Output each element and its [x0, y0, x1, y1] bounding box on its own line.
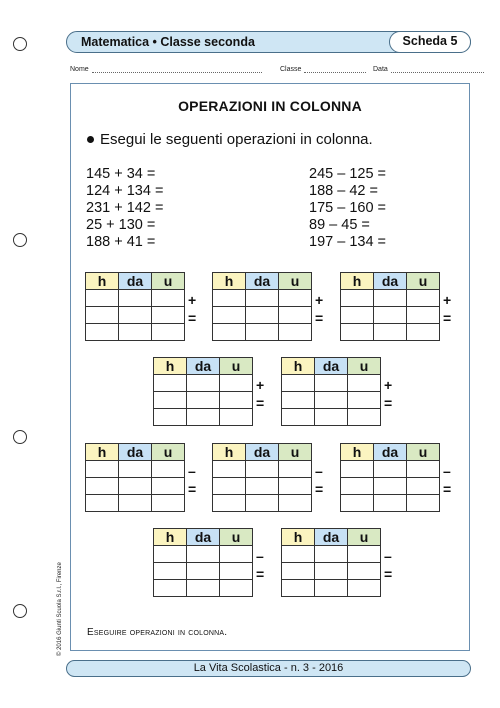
grid-cell[interactable] — [279, 495, 312, 512]
grid-cell[interactable] — [315, 409, 348, 426]
grid-cell[interactable] — [374, 324, 407, 341]
grid-cell[interactable] — [348, 409, 381, 426]
grid-cell[interactable] — [119, 290, 152, 307]
header-bar — [66, 31, 471, 53]
plus-sign: + — [256, 377, 265, 393]
additions-list — [86, 166, 163, 251]
grid-cell[interactable] — [246, 495, 279, 512]
grid-header-h: h — [154, 529, 187, 546]
grid-header-h: h — [86, 444, 119, 461]
grid-cell[interactable] — [246, 307, 279, 324]
grid-cell[interactable] — [282, 392, 315, 409]
punch-hole — [13, 430, 27, 444]
grid-cell[interactable] — [279, 290, 312, 307]
equals-sign: = — [188, 310, 197, 326]
grid-cell[interactable] — [348, 375, 381, 392]
grid-cell[interactable] — [279, 307, 312, 324]
operation-item: 145 + 34 = — [86, 166, 156, 182]
grid-cell[interactable] — [220, 580, 253, 597]
grid-cell[interactable] — [341, 324, 374, 341]
name-label: Nome — [70, 66, 89, 73]
grid-header-u: u — [279, 273, 312, 290]
grid-header-h: h — [154, 358, 187, 375]
equals-sign: = — [315, 310, 324, 326]
operation-item: 25 + 130 = — [86, 217, 156, 233]
grid-header-h: h — [282, 529, 315, 546]
equals-sign: = — [384, 566, 393, 582]
grid-cell[interactable] — [154, 409, 187, 426]
grid-cell[interactable] — [152, 461, 185, 478]
grid-header-da: da — [246, 273, 279, 290]
grid-cell[interactable] — [119, 495, 152, 512]
grid-header-da: da — [315, 358, 348, 375]
operation-item: 175 – 160 = — [309, 200, 387, 216]
grid-cell[interactable] — [348, 563, 381, 580]
grid-header-h: h — [341, 273, 374, 290]
grid-cell[interactable] — [348, 580, 381, 597]
grid-cell[interactable] — [119, 307, 152, 324]
grid-cell[interactable] — [213, 478, 246, 495]
grid-cell[interactable] — [374, 461, 407, 478]
grid-cell[interactable] — [119, 478, 152, 495]
grid-header-da: da — [187, 529, 220, 546]
grid-cell[interactable] — [220, 409, 253, 426]
magazine-footer: La Vita Scolastica - n. 3 - 2016 — [66, 660, 471, 677]
grid-header-u: u — [220, 529, 253, 546]
grid-cell[interactable] — [154, 375, 187, 392]
grid-cell[interactable] — [282, 409, 315, 426]
subject-title: Matematica • Classe seconda — [81, 35, 255, 49]
grid-cell[interactable] — [86, 495, 119, 512]
grid-cell[interactable] — [348, 546, 381, 563]
column-grid — [212, 443, 324, 512]
column-grid — [153, 357, 265, 426]
grid-header-u: u — [279, 444, 312, 461]
column-grid — [340, 272, 452, 341]
operation-item: 245 – 125 = — [309, 166, 387, 182]
column-grid — [85, 272, 197, 341]
grid-header-da: da — [187, 358, 220, 375]
operation-item: 188 + 41 = — [86, 234, 156, 250]
date-field — [373, 66, 484, 73]
copyright: © 2016 Giunti Scuola S.r.l., Firenze — [57, 562, 63, 656]
grid-cell[interactable] — [374, 290, 407, 307]
sheet-label: Scheda 5 — [389, 31, 471, 53]
operation-item: 89 – 45 = — [309, 217, 370, 233]
bullet-icon — [87, 136, 94, 143]
grid-header-da: da — [246, 444, 279, 461]
grid-header-h: h — [213, 273, 246, 290]
grid-cell[interactable] — [187, 580, 220, 597]
column-grid — [281, 528, 393, 597]
equals-sign: = — [256, 395, 265, 411]
instruction — [87, 131, 373, 148]
grid-cell[interactable] — [119, 461, 152, 478]
grid-cell[interactable] — [374, 495, 407, 512]
operation-item: 124 + 134 = — [86, 183, 164, 199]
grid-cell[interactable] — [187, 563, 220, 580]
punch-hole — [13, 233, 27, 247]
grid-header-h: h — [282, 358, 315, 375]
minus-sign: – — [315, 463, 323, 479]
grid-header-da: da — [374, 444, 407, 461]
grid-header-u: u — [348, 529, 381, 546]
grid-cell[interactable] — [246, 290, 279, 307]
grid-cell[interactable] — [187, 409, 220, 426]
grid-cell[interactable] — [220, 563, 253, 580]
grid-header-da: da — [315, 529, 348, 546]
plus-sign: + — [315, 292, 324, 308]
class-label: Classe — [280, 66, 302, 73]
class-field — [280, 66, 366, 73]
grid-cell[interactable] — [246, 324, 279, 341]
grid-cell[interactable] — [154, 546, 187, 563]
equals-sign: = — [188, 481, 197, 497]
grid-header-h: h — [86, 273, 119, 290]
plus-sign: + — [443, 292, 452, 308]
grid-cell[interactable] — [407, 290, 440, 307]
grid-cell[interactable] — [407, 324, 440, 341]
grid-cell[interactable] — [152, 495, 185, 512]
grid-cell[interactable] — [86, 307, 119, 324]
grid-cell[interactable] — [213, 461, 246, 478]
grid-cell[interactable] — [187, 375, 220, 392]
grid-cell[interactable] — [246, 478, 279, 495]
grid-cell[interactable] — [407, 478, 440, 495]
grid-cell[interactable] — [315, 392, 348, 409]
grid-header-da: da — [374, 273, 407, 290]
subtractions-list — [309, 166, 386, 251]
grid-cell[interactable] — [187, 546, 220, 563]
grid-cell[interactable] — [374, 478, 407, 495]
grid-header-u: u — [407, 444, 440, 461]
column-grid — [85, 443, 197, 512]
punch-hole — [13, 37, 27, 51]
column-grid — [340, 443, 452, 512]
grid-cell[interactable] — [220, 375, 253, 392]
minus-sign: – — [188, 463, 196, 479]
plus-sign: + — [384, 377, 393, 393]
minus-sign: – — [384, 548, 392, 564]
grid-cell[interactable] — [341, 495, 374, 512]
operation-item: 188 – 42 = — [309, 183, 378, 199]
minus-sign: – — [256, 548, 264, 564]
punch-hole — [13, 604, 27, 618]
grid-cell[interactable] — [213, 290, 246, 307]
grid-cell[interactable] — [86, 461, 119, 478]
grid-cell[interactable] — [119, 324, 152, 341]
grid-cell[interactable] — [152, 307, 185, 324]
grid-cell[interactable] — [213, 307, 246, 324]
equals-sign: = — [443, 481, 452, 497]
grid-cell[interactable] — [315, 375, 348, 392]
grid-cell[interactable] — [152, 478, 185, 495]
grid-cell[interactable] — [220, 392, 253, 409]
equals-sign: = — [443, 310, 452, 326]
grid-cell[interactable] — [348, 392, 381, 409]
column-grid — [212, 272, 324, 341]
grid-header-u: u — [152, 273, 185, 290]
grid-cell[interactable] — [152, 290, 185, 307]
grid-cell[interactable] — [279, 461, 312, 478]
grid-cell[interactable] — [341, 307, 374, 324]
grid-header-u: u — [220, 358, 253, 375]
grid-cell[interactable] — [213, 495, 246, 512]
grid-cell[interactable] — [152, 324, 185, 341]
exercise-heading: OPERAZIONI IN COLONNA — [178, 98, 362, 114]
grid-cell[interactable] — [374, 307, 407, 324]
grid-cell[interactable] — [279, 478, 312, 495]
equals-sign: = — [384, 395, 393, 411]
instruction-text: Esegui le seguenti operazioni in colonna. — [100, 131, 373, 148]
grid-cell[interactable] — [407, 495, 440, 512]
name-field — [70, 66, 262, 73]
grid-cell[interactable] — [187, 392, 220, 409]
grid-cell[interactable] — [154, 563, 187, 580]
grid-cell[interactable] — [282, 580, 315, 597]
exercise-box — [70, 83, 470, 651]
grid-cell[interactable] — [282, 375, 315, 392]
equals-sign: = — [256, 566, 265, 582]
grid-header-da: da — [119, 273, 152, 290]
grid-cell[interactable] — [341, 290, 374, 307]
grid-header-u: u — [348, 358, 381, 375]
column-grid — [281, 357, 393, 426]
grid-cell[interactable] — [315, 580, 348, 597]
operation-item: 231 + 142 = — [86, 200, 164, 216]
equals-sign: = — [315, 481, 324, 497]
date-label: Data — [373, 66, 388, 73]
column-grid — [153, 528, 265, 597]
grid-cell[interactable] — [407, 307, 440, 324]
grid-cell[interactable] — [341, 461, 374, 478]
grid-cell[interactable] — [282, 563, 315, 580]
grid-cell[interactable] — [154, 580, 187, 597]
footer-caption: Eseguire operazioni in colonna. — [87, 627, 228, 638]
grid-cell[interactable] — [315, 563, 348, 580]
grid-cell[interactable] — [282, 546, 315, 563]
minus-sign: – — [443, 463, 451, 479]
grid-header-da: da — [119, 444, 152, 461]
grid-cell[interactable] — [279, 324, 312, 341]
grid-header-h: h — [213, 444, 246, 461]
grid-cell[interactable] — [86, 324, 119, 341]
grid-cell[interactable] — [213, 324, 246, 341]
grid-cell[interactable] — [246, 461, 279, 478]
grid-cell[interactable] — [315, 546, 348, 563]
grid-cell[interactable] — [86, 290, 119, 307]
grid-cell[interactable] — [86, 478, 119, 495]
grid-header-u: u — [152, 444, 185, 461]
grid-cell[interactable] — [407, 461, 440, 478]
grid-header-h: h — [341, 444, 374, 461]
grid-cell[interactable] — [154, 392, 187, 409]
grid-cell[interactable] — [220, 546, 253, 563]
grid-header-u: u — [407, 273, 440, 290]
grid-cell[interactable] — [341, 478, 374, 495]
plus-sign: + — [188, 292, 197, 308]
operation-item: 197 – 134 = — [309, 234, 387, 250]
